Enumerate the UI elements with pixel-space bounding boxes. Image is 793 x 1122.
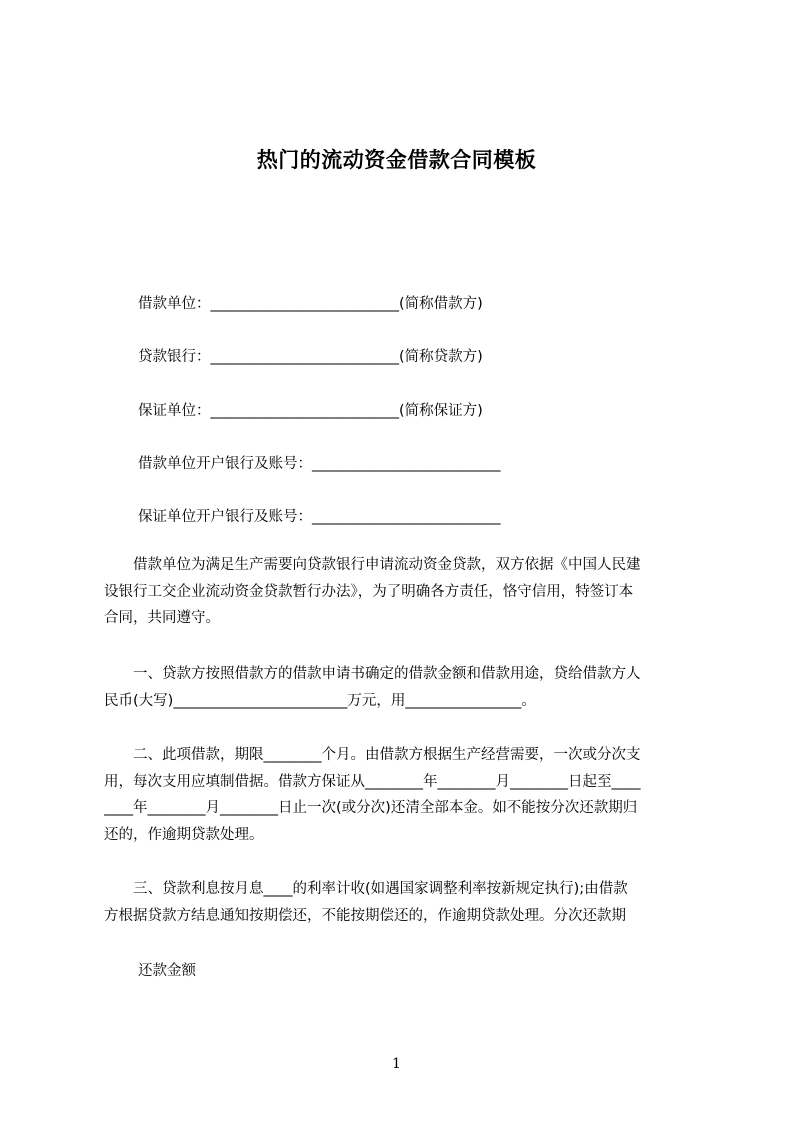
paragraph-clause-1	[104, 661, 704, 714]
paragraph-line: 用，每次支用应填制借据。借款方保证从________年________月________日起至____	[104, 773, 641, 790]
page-number: 1	[392, 1056, 401, 1072]
trailing-line: 还款金额	[138, 963, 196, 979]
paragraph-line: 设银行工交企业流动资金贷款暂行办法》，为了明确各方责任，恪守信用，特签订本	[104, 583, 634, 600]
paragraph-clause-3	[104, 876, 704, 929]
paragraph-line: 还的，作逾期贷款处理。	[104, 826, 264, 843]
paragraph-line: 民币(大写)________________________万元，用________________。	[104, 692, 536, 709]
field-guarantor-account: 保证单位开户银行及账号：__________________________	[138, 509, 501, 525]
paragraph-line: 方根据贷款方结息通知按期偿还，不能按期偿还的，作逾期贷款处理。分次还款期	[104, 907, 626, 924]
paragraph-line: 二、此项借款，期限________个月。由借款方根据生产经营需要，一次或分次支	[104, 747, 641, 763]
paragraph-line: 合同，共同遵守。	[104, 610, 220, 626]
field-borrower: 借款单位：__________________________(简称借款方)	[138, 296, 483, 312]
paragraph-clause-2	[104, 742, 704, 848]
paragraph-line: ____年________月________日止一次(或分次)还清全部本金。如不能按分次还款期归	[104, 800, 638, 816]
field-lender-bank: 贷款银行：__________________________(简称贷款方)	[138, 349, 483, 365]
paragraph-intro	[104, 552, 704, 632]
document-title: 热门的流动资金借款合同模板	[256, 148, 537, 172]
field-borrower-account: 借款单位开户银行及账号：__________________________	[138, 456, 501, 472]
paragraph-line: 三、贷款利息按月息____的利率计收(如遇国家调整利率按新规定执行);由借款	[104, 881, 628, 897]
field-guarantor: 保证单位：__________________________(简称保证方)	[138, 403, 483, 419]
paragraph-line: 一、贷款方按照借款方的借款申请书确定的借款金额和借款用途，贷给借款方人	[104, 666, 641, 682]
paragraph-line: 借款单位为满足生产需要向贷款银行申请流动资金贷款，双方依据《中国人民建	[104, 557, 641, 573]
